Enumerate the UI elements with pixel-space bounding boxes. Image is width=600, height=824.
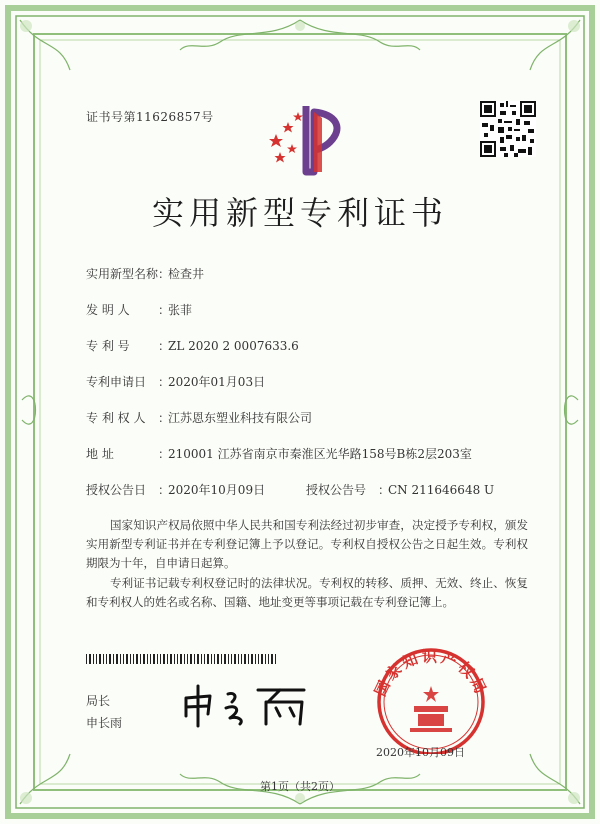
barcode-icon [86,654,276,664]
field-label: 授权公告号 [306,483,367,497]
field-value: 210001 江苏省南京市秦淮区光华路158号B栋2层203室 [168,447,472,461]
field-label: 地 址 [86,447,114,461]
field-inventor: 发 明 人 ：张菲 [86,303,193,317]
field-value: CN 211646648 U [388,483,495,497]
seal-date: 2020年10月09日 [376,746,465,759]
patent-office-logo-icon [258,98,358,178]
field-patentee: 专 利 权 人 ：江苏恩东塑业科技有限公司 [86,411,313,425]
certificate-title: 实用新型专利证书 [151,194,448,232]
field-value: 2020年01月03日 [168,375,266,389]
field-patent-number: 专 利 号 ：ZL 2020 2 0007633.6 [86,339,299,353]
field-label: 实用新型名称 [86,267,159,281]
field-address: 地 址 ：210001 江苏省南京市秦淮区光华路158号B栋2层203室 [86,447,472,461]
seal-text: 国家知识产权局 [371,647,491,700]
certificate-number: 证书号第11626857号 [86,110,214,124]
field-label: 授权公告日 [86,483,147,497]
grant-statement-paragraph: 国家知识产权局依照中华人民共和国专利法经过初步审查，决定授予专利权，颁发实用新型专利证书并在专利登记簿上予以登记。专利权自授权公告之日起生效。专利权期限为十年，自申请日起算。 [86,518,528,570]
field-value: ZL 2020 2 0007633.6 [168,339,299,353]
field-announcement-date: 授权公告日 ：2020年10月09日 [86,483,266,497]
field-value: 检查井 [168,267,205,281]
director-signature [178,680,318,730]
field-label: 专 利 权 人 [86,411,146,425]
field-value: 江苏恩东塑业科技有限公司 [168,411,313,425]
director-title: 局长 [86,694,111,708]
page-indicator: 第1页（共2页） [260,780,340,793]
field-value: 2020年10月09日 [168,483,266,497]
field-label: 专 利 号 [86,339,130,353]
qr-code-icon [480,101,536,157]
director-name: 申长雨 [86,716,123,730]
field-announcement-number: 授权公告号 ：CN 211646648 U [306,483,495,497]
field-label: 专利申请日 [86,375,147,389]
field-application-date: 专利申请日 ：2020年01月03日 [86,375,266,389]
field-value: 张菲 [168,303,193,317]
official-seal [356,634,506,754]
field-label: 发 明 人 [86,303,130,317]
field-utility-model-name: 实用新型名称：检查井 [86,267,205,281]
legal-status-paragraph: 专利证书记载专利权登记时的法律状况。专利权的转移、质押、无效、终止、恢复和专利权人的姓名或名称、国籍、地址变更等事项记载在专利登记簿上。 [86,576,528,609]
